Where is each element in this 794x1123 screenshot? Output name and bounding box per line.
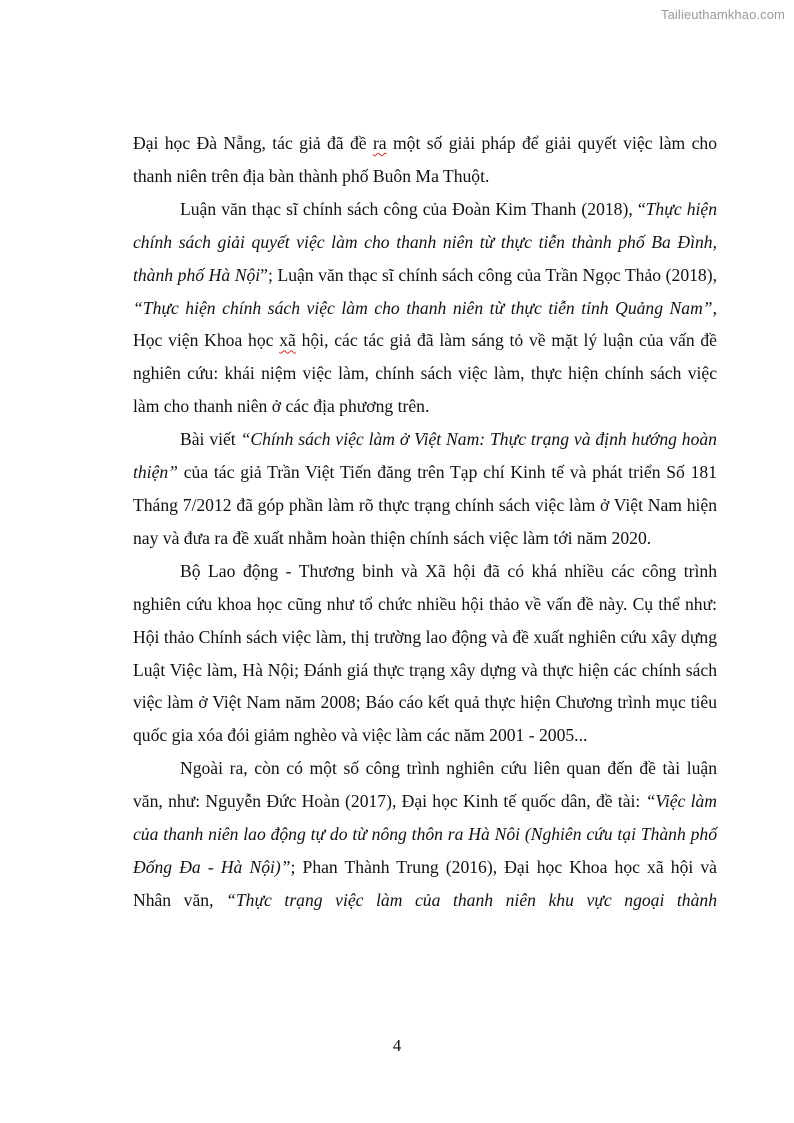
italic-title: “Thực trạng việc làm của thanh niên khu vực ngoại thành — [226, 889, 717, 910]
text-run: hội, các tác giả đã làm sáng tỏ về mặt lý luận của vấn đề nghiên cứu: khái niệm việc làm, chính sách việc làm, thực hiện chính sách việc làm cho thanh niên ở các địa phương trên. — [133, 330, 717, 417]
text-run: , Học viện Khoa học — [133, 297, 717, 351]
text-run: một số giải pháp để giải quyết việc làm cho thanh niên trên địa bàn thành phố Buôn Ma Thuột. — [133, 133, 717, 186]
italic-title: “Việc làm của thanh niên lao động tự do từ nông thôn ra Hà Nôi (Nghiên cứu tại Thành phố Đống Đa - Hà Nội)” — [133, 791, 717, 877]
text-run: của tác giả Trần Việt Tiến đăng trên Tạp chí Kinh tế và phát triển Số 181 Tháng 7/2012 đã góp phần làm rõ thực trạng chính sách việc làm ở Việt Nam hiện nay và đưa ra đề xuất nhằm hoàn thiện chính sách việc làm tới năm 2020. — [133, 462, 717, 548]
text-run: ; Phan Thành Trung (2016), Đại học Khoa học xã hội và Nhân văn, — [133, 856, 717, 910]
text-run: Đại học Đà Nẵng, tác giả đã đề — [133, 133, 373, 153]
italic-title: Thực hiện chính sách giải quyết việc làm cho thanh niên từ thực tiễn thành phố Ba Đình, thành phố Hà Nội — [133, 198, 717, 285]
spellcheck-underlined-word: ra — [372, 133, 387, 153]
italic-title: “Chính sách việc làm ở Việt Nam: Thực trạng và định hướng hoàn thiện” — [133, 429, 717, 483]
document-body — [133, 127, 717, 917]
paragraph — [133, 193, 717, 423]
text-run: Bài viết — [180, 429, 241, 450]
paragraph — [133, 423, 717, 555]
text-run: Bộ Lao động - Thương binh và Xã hội đã có khá nhiều các công trình nghiên cứu khoa học cũng như tổ chức nhiều hội thảo về vấn đề này. Cụ thể như: Hội thảo Chính sách việc làm, thị trường lao động và đề xuất nghiên cứu xây dựng Luật Việc làm, Hà Nội; Đánh giá thực trạng xây dựng và thực hiện các chính sách việc làm ở Việt Nam năm 2008; Báo cáo kết quả thực hiện Chương trình mục tiêu quốc gia xóa đói giảm nghèo và việc làm các năm 2001 - 2005... — [133, 560, 717, 746]
spellcheck-underlined-word: xã — [279, 330, 296, 351]
paragraph — [133, 555, 717, 752]
text-run: ”; Luận văn thạc sĩ chính sách công của Trần Ngọc Thảo (2018), — [260, 264, 717, 285]
italic-title: “Thực hiện chính sách việc làm cho thanh niên từ thực tiễn tỉnh Quảng Nam” — [133, 297, 713, 318]
watermark-text: Tailieuthamkhao.com — [660, 7, 785, 22]
text-run: Ngoài ra, còn có một số công trình nghiên cứu liên quan đến đề tài luận văn, như: Nguyễn Đức Hoàn (2017), Đại học Kinh tế quốc dân, đề tài: — [133, 758, 717, 812]
paragraph — [133, 752, 717, 917]
paragraph — [133, 127, 717, 193]
text-run: Luận văn thạc sĩ chính sách công của Đoàn Kim Thanh (2018), “ — [180, 198, 646, 219]
page-number: 4 — [392, 1036, 402, 1055]
